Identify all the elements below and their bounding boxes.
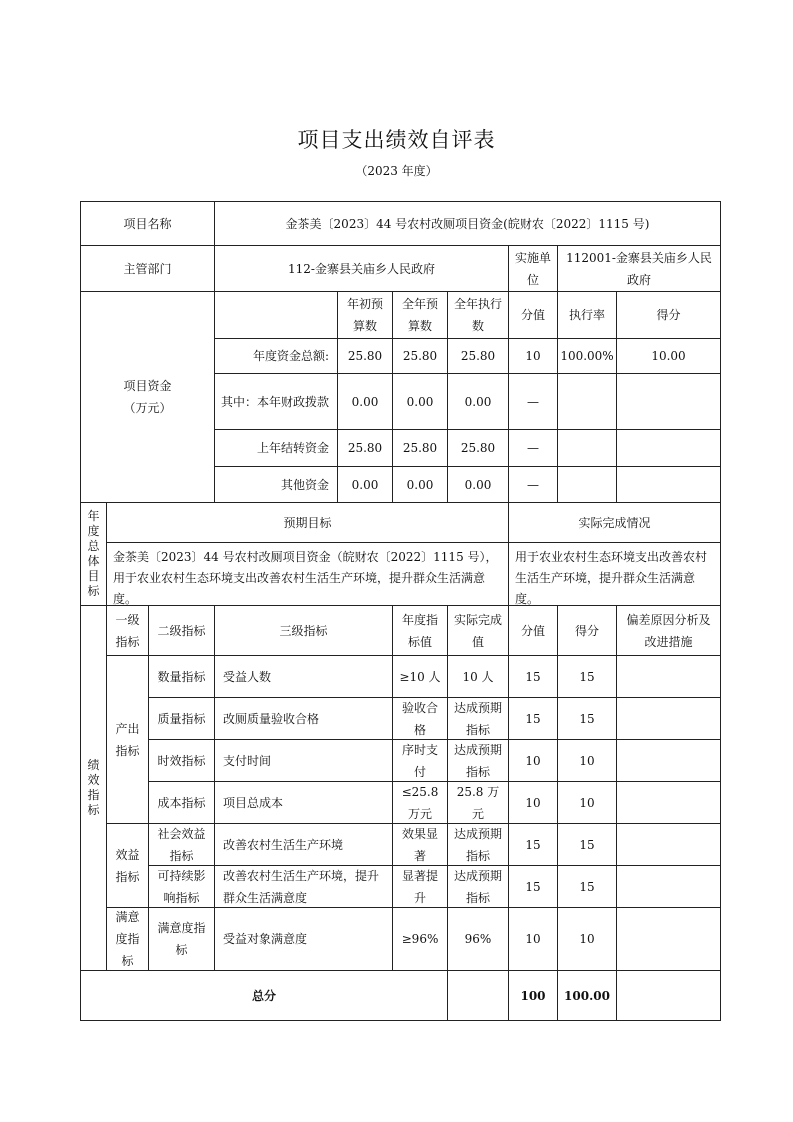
funds-cell <box>508 373 558 430</box>
score-weight <box>508 823 558 866</box>
funds-cell <box>557 429 617 467</box>
score-weight-text: 15 <box>525 837 541 852</box>
level3-indicator <box>214 907 393 971</box>
performance-header <box>392 605 448 656</box>
performance-header <box>148 605 215 656</box>
score <box>557 697 617 740</box>
funds-header-text: 全年执行 数 <box>453 297 502 333</box>
funds-cell <box>508 338 558 374</box>
funds-cell-text: 25.80 <box>460 349 496 363</box>
funds-header-text: 年初预 算数 <box>346 297 383 333</box>
score-weight <box>508 865 558 908</box>
funds-cell <box>392 466 448 503</box>
performance-header <box>106 605 149 656</box>
funds-row-label <box>214 466 338 503</box>
level2-indicator <box>148 739 215 782</box>
score-weight <box>508 907 558 971</box>
funds-header-text: 全年预 算数 <box>401 297 438 333</box>
score-weight <box>508 739 558 782</box>
funds-header <box>616 291 721 339</box>
funds-cell-text: 0.00 <box>464 394 492 409</box>
actual-value <box>447 865 509 908</box>
performance-header-text: 三级指标 <box>279 623 328 638</box>
performance-header <box>214 605 393 656</box>
funds-cell <box>337 373 393 430</box>
score-weight <box>508 697 558 740</box>
funds-cell <box>447 429 509 467</box>
score-text: 15 <box>579 837 595 852</box>
page-subtitle: （2023 年度） <box>355 164 438 178</box>
total-score-text: 100.00 <box>564 988 610 1003</box>
deviation-remark <box>616 907 721 971</box>
funds-header <box>557 291 617 339</box>
funds-header <box>508 291 558 339</box>
score-weight <box>508 655 558 698</box>
score-text: 10 <box>579 795 595 810</box>
target-value-text: 显著提 升 <box>401 868 438 905</box>
performance-header <box>508 605 558 656</box>
total-score <box>557 970 617 1021</box>
expected-goal-header-text: 预期目标 <box>283 515 332 530</box>
funds-cell <box>337 466 393 503</box>
total-label-text: 总分 <box>251 988 276 1003</box>
level2-indicator <box>148 697 215 740</box>
level2-indicator-text: 可持续影 响指标 <box>157 868 206 905</box>
funds-cell <box>337 429 393 467</box>
funds-row-label-text: 上年结转资金 <box>256 441 329 455</box>
total-score-weight-text: 100 <box>520 988 546 1003</box>
level2-indicator <box>148 823 215 866</box>
funds-cell <box>616 338 721 374</box>
level3-indicator-text: 受益人数 <box>223 669 272 684</box>
deviation-remark <box>616 655 721 698</box>
deviation-remark <box>616 823 721 866</box>
implementing-unit-value <box>557 245 721 292</box>
actual-value-text: 达成预期 指标 <box>453 868 502 905</box>
actual-value-text: 25.8 万元 <box>456 784 500 821</box>
target-value-text: 序时支 付 <box>401 742 438 779</box>
level3-indicator-text: 改善农村生活生产环境 <box>223 837 344 852</box>
level3-indicator <box>214 697 393 740</box>
funds-cell-text: 0.00 <box>464 477 492 492</box>
level2-indicator-text: 时效指标 <box>157 753 206 768</box>
project-name-value <box>214 201 721 246</box>
performance-header-text: 二级指标 <box>157 623 206 638</box>
level3-indicator-text: 项目总成本 <box>223 795 284 810</box>
level2-indicator-text: 质量指标 <box>157 711 206 726</box>
performance-header <box>616 605 721 656</box>
annual-goals-label <box>80 502 107 606</box>
score-weight-text: 10 <box>525 795 541 810</box>
deviation-remark <box>616 781 721 824</box>
level2-indicator-text: 社会效益 指标 <box>157 826 206 863</box>
funds-cell-text: — <box>527 441 539 455</box>
funds-cell-text: 0.00 <box>406 477 434 492</box>
funds-header <box>337 291 393 339</box>
actual-value-text: 10 人 <box>462 669 494 684</box>
level2-indicator-text: 成本指标 <box>157 795 206 810</box>
score <box>557 907 617 971</box>
actual-value <box>447 823 509 866</box>
target-value <box>392 907 448 971</box>
score-weight-text: 10 <box>525 753 541 768</box>
performance-header <box>557 605 617 656</box>
funds-cell <box>616 466 721 503</box>
score-text: 10 <box>579 932 595 946</box>
funds-cell-text: 25.80 <box>402 349 438 363</box>
performance-indicators-label <box>80 605 107 971</box>
actual-value-text: 96% <box>464 932 492 946</box>
performance-header-text: 实际完成 值 <box>453 612 502 649</box>
project-name-value-text: 金茶美〔2023〕44 号农村改厕项目资金(皖财农〔2022〕1115 号) <box>285 216 650 231</box>
score <box>557 865 617 908</box>
level3-indicator <box>214 739 393 782</box>
level2-indicator <box>148 655 215 698</box>
implementing-unit-label-text: 实施单位 <box>514 250 551 287</box>
funds-cell-text: 25.80 <box>402 441 438 455</box>
funds-cell <box>557 466 617 503</box>
level2-indicator <box>148 781 215 824</box>
level3-indicator <box>214 823 393 866</box>
target-value-text: ≥10 人 <box>399 669 441 684</box>
actual-value-text: 达成预期 指标 <box>453 742 502 779</box>
funds-cell-text: — <box>527 394 539 409</box>
level1-satisfaction-indicator <box>106 907 149 971</box>
level3-indicator <box>214 781 393 824</box>
score <box>557 655 617 698</box>
target-value-text: ≥96% <box>401 932 439 946</box>
actual-value <box>447 907 509 971</box>
actual-value <box>447 739 509 782</box>
funds-cell-text: 0.00 <box>406 394 434 409</box>
project-name-label-text: 项目名称 <box>123 216 172 231</box>
expected-goal-text <box>106 542 509 606</box>
funds-cell <box>616 429 721 467</box>
actual-value <box>447 655 509 698</box>
level3-indicator-text: 支付时间 <box>223 753 272 768</box>
performance-header-text: 偏差原因分析及 改进措施 <box>626 612 711 649</box>
funds-cell <box>557 338 617 374</box>
performance-header-text: 得分 <box>574 623 599 638</box>
performance-header-text: 一级 指标 <box>115 612 140 649</box>
project-funds-label <box>80 291 215 503</box>
funds-header-blank <box>214 291 338 339</box>
score <box>557 739 617 782</box>
target-value <box>392 739 448 782</box>
actual-result-text <box>508 542 721 606</box>
funds-cell-text: 100.00% <box>560 349 614 363</box>
score <box>557 781 617 824</box>
annual-goals-label-text: 年度总体目标 <box>87 509 100 598</box>
funds-header <box>447 291 509 339</box>
funds-row-label <box>214 338 338 374</box>
score-text: 15 <box>579 879 595 894</box>
level2-indicator-text: 数量指标 <box>157 669 206 684</box>
expected-goal-text-text: 金茶美〔2023〕44 号农村改厕项目资金（皖财农〔2022〕1115 号），用于农业农村生态环境支出改善农村生活生产环境，提升群众生活满意度。 <box>113 550 498 606</box>
total-score-weight <box>508 970 558 1021</box>
funds-row-label <box>214 373 338 430</box>
score-weight-text: 15 <box>525 669 541 684</box>
funds-cell <box>337 338 393 374</box>
score-weight-text: 10 <box>525 932 541 946</box>
level3-indicator-text: 改善农村生活生产环境，提升群众生活满意度 <box>223 868 380 905</box>
actual-result-text-text: 用于农业农村生态环境支出改善农村生活生产环境，提升群众生活满意度。 <box>515 550 708 606</box>
actual-result-header <box>508 502 721 543</box>
level2-indicator <box>148 865 215 908</box>
level1-output-indicator <box>106 655 149 824</box>
total-label <box>80 970 448 1021</box>
deviation-remark <box>616 739 721 782</box>
funds-header <box>392 291 448 339</box>
level1-benefit-indicator-text: 效益 指标 <box>115 847 140 884</box>
target-value <box>392 781 448 824</box>
implementing-unit-label <box>508 245 558 292</box>
funds-row-label-text: 其他资金 <box>280 477 329 492</box>
actual-value <box>447 781 509 824</box>
performance-indicators-label-text: 绩效指标 <box>87 758 100 817</box>
funds-header-text: 分值 <box>520 308 545 322</box>
target-value <box>392 697 448 740</box>
deviation-remark <box>616 697 721 740</box>
target-value <box>392 655 448 698</box>
funds-cell <box>447 338 509 374</box>
funds-cell-text: 25.80 <box>347 349 383 363</box>
level3-indicator-text: 受益对象满意度 <box>223 932 308 946</box>
implementing-unit-value-text: 112001-金寨县关庙乡人民政府 <box>566 250 712 287</box>
score-weight-text: 15 <box>525 879 541 894</box>
funds-cell-text: 0.00 <box>351 394 379 409</box>
funds-cell <box>392 429 448 467</box>
score-weight-text: 15 <box>525 711 541 726</box>
score-weight <box>508 781 558 824</box>
funds-cell <box>447 373 509 430</box>
target-value-text: 效果显 著 <box>401 826 438 863</box>
funds-row-label <box>214 429 338 467</box>
project-funds-label-text: 项目资金 （万元） <box>123 379 172 415</box>
score-text: 15 <box>579 669 595 684</box>
target-value-text: 验收合 格 <box>401 700 438 737</box>
total-remark-blank <box>616 970 721 1021</box>
actual-value <box>447 697 509 740</box>
actual-value-text: 达成预期 指标 <box>453 700 502 737</box>
score <box>557 823 617 866</box>
page-title: 项目支出绩效自评表 <box>297 128 496 152</box>
funds-cell-text: — <box>527 477 539 492</box>
department-value-text: 112-金寨县关庙乡人民政府 <box>288 261 435 276</box>
funds-cell-text: 10.00 <box>651 349 686 363</box>
department-label-text: 主管部门 <box>123 261 172 276</box>
funds-cell <box>616 373 721 430</box>
funds-cell <box>508 466 558 503</box>
funds-cell <box>447 466 509 503</box>
department-label <box>80 245 215 292</box>
performance-header-text: 年度指 标值 <box>401 612 438 649</box>
performance-header <box>447 605 509 656</box>
funds-cell <box>557 373 617 430</box>
actual-result-header-text: 实际完成情况 <box>578 515 651 530</box>
level3-indicator <box>214 865 393 908</box>
funds-cell <box>508 429 558 467</box>
level3-indicator-text: 改厕质量验收合格 <box>223 711 320 726</box>
funds-row-label-text: 其中：本年财政拨款 <box>220 394 329 409</box>
project-name-label <box>80 201 215 246</box>
performance-header-text: 分值 <box>520 623 545 638</box>
level1-output-indicator-text: 产出 指标 <box>115 721 140 758</box>
funds-cell-text: 25.80 <box>347 441 383 455</box>
score-text: 15 <box>579 711 595 726</box>
deviation-remark <box>616 865 721 908</box>
funds-header-text: 执行率 <box>568 308 605 322</box>
expected-goal-header <box>106 502 509 543</box>
total-blank <box>447 970 509 1021</box>
target-value <box>392 865 448 908</box>
level2-indicator <box>148 907 215 971</box>
funds-cell-text: 25.80 <box>460 441 496 455</box>
score-text: 10 <box>579 753 595 768</box>
target-value-text: ≤25.8 万元 <box>401 784 439 821</box>
level2-indicator-text: 满意度指 标 <box>157 921 206 957</box>
level1-benefit-indicator <box>106 823 149 908</box>
level1-satisfaction-indicator-text: 满意 度指 标 <box>115 910 140 968</box>
level3-indicator <box>214 655 393 698</box>
funds-row-label-text: 年度资金总额: <box>252 349 329 363</box>
actual-value-text: 达成预期 指标 <box>453 826 502 863</box>
funds-cell-text: 0.00 <box>351 477 379 492</box>
funds-cell <box>392 338 448 374</box>
target-value <box>392 823 448 866</box>
funds-cell <box>392 373 448 430</box>
funds-cell-text: 10 <box>525 349 541 363</box>
department-value <box>214 245 509 292</box>
funds-header-text: 得分 <box>656 308 681 322</box>
